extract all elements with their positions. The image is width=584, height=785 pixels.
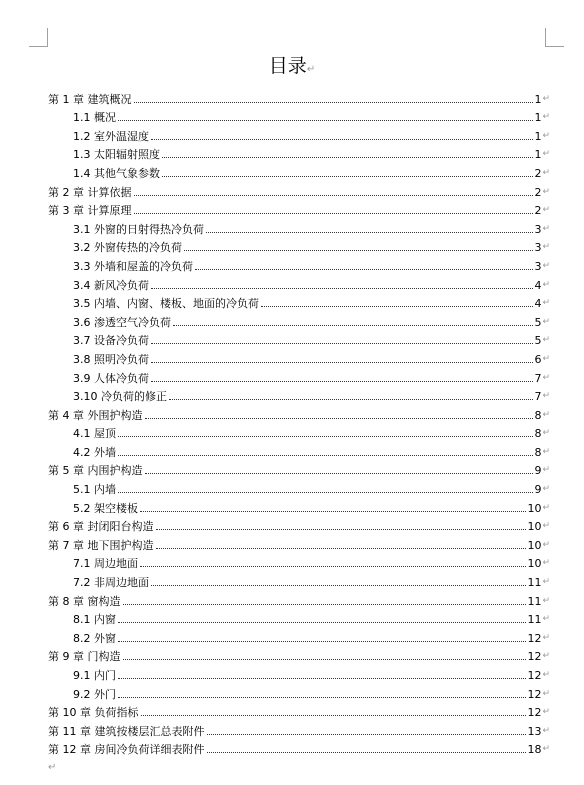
toc-entry-label: 1.1 概况 [73,111,116,125]
toc-entry-label: 1.3 太阳辐射照度 [73,148,160,162]
crop-mark-top-left [29,28,48,47]
toc-entry-page: 5 [534,334,542,348]
toc-entry[interactable] [48,738,550,757]
toc-entry-page: 5 [534,315,542,329]
toc-entry-label: 4.2 外墙 [73,445,116,459]
toc-entry[interactable] [48,366,550,385]
toc-entry-label: 第 4 章 外围护构造 [48,408,143,422]
toc-dot-leader [118,492,533,493]
toc-dot-leader [184,250,533,251]
paragraph-mark-icon: ↵ [542,112,550,123]
toc-entry-page: 2 [534,166,542,180]
toc-entry-label: 3.1 外窗的日射得热冷负荷 [73,222,204,236]
paragraph-mark-icon: ↵ [542,316,550,327]
paragraph-mark-icon: ↵ [542,93,550,104]
paragraph-mark-icon: ↵ [542,688,550,699]
toc-dot-leader [207,752,527,753]
toc-dot-leader [134,195,534,196]
toc-entry-label: 7.2 非周边地面 [73,576,149,590]
toc-entry[interactable] [48,329,550,348]
toc-entry-page: 11 [527,613,542,627]
paragraph-mark-icon: ↵ [542,391,550,402]
toc-title [0,54,584,82]
toc-entry-label: 第 5 章 内围护构造 [48,464,143,478]
toc-entry[interactable] [48,292,550,311]
toc-entry[interactable] [48,422,550,441]
toc-entry[interactable] [48,180,550,199]
toc-dot-leader [162,176,533,177]
toc-entry-label: 1.2 室外温湿度 [73,129,149,143]
toc-entry-label: 第 8 章 窗构造 [48,594,121,608]
toc-dot-leader [118,120,533,121]
toc-dot-leader [118,455,533,456]
toc-entry-label: 第 7 章 地下围护构造 [48,538,154,552]
toc-entry-page: 7 [534,371,542,385]
toc-entry-label: 3.3 外墙和屋盖的冷负荷 [73,259,193,273]
paragraph-mark-icon: ↵ [542,558,550,569]
toc-entry-label: 3.10 冷负荷的修正 [73,390,167,404]
toc-entry-label: 8.1 内窗 [73,613,116,627]
toc-entry-page: 3 [534,259,542,273]
paragraph-mark-icon: ↵ [542,428,550,439]
toc-entry-page: 1 [534,92,542,106]
toc-entry-page: 8 [534,427,542,441]
toc-entry-label: 3.8 照明冷负荷 [73,352,149,366]
toc-entry[interactable] [48,515,550,534]
toc-entry-label: 1.4 其他气象参数 [73,166,160,180]
toc-dot-leader [118,678,526,679]
toc-entry[interactable] [48,608,550,627]
toc-dot-leader [140,566,526,567]
paragraph-mark-icon: ↵ [542,744,550,755]
paragraph-mark-icon: ↵ [542,205,550,216]
toc-entry-label: 3.7 设备冷负荷 [73,334,149,348]
toc-dot-leader [151,381,533,382]
paragraph-mark-icon: ↵ [542,707,550,718]
toc-entry-label: 8.2 外窗 [73,631,116,645]
paragraph-mark-icon: ↵ [542,335,550,346]
toc-dot-leader [118,436,533,437]
toc-entry-page: 10 [527,520,542,534]
toc-entry[interactable] [48,124,550,143]
toc-entry-page: 3 [534,222,542,236]
toc-entry[interactable] [48,477,550,496]
toc-entry-page: 4 [534,278,542,292]
toc-entry-label: 第 3 章 计算原理 [48,204,132,218]
paragraph-mark-icon: ↵ [542,279,550,290]
paragraph-mark-icon: ↵ [542,298,550,309]
toc-entry[interactable] [48,236,550,255]
toc-entry[interactable] [48,701,550,720]
toc-entry-label: 5.2 架空楼板 [73,501,138,515]
paragraph-mark-icon: ↵ [542,242,550,253]
toc-entry[interactable] [48,626,550,645]
toc-dot-leader [118,641,526,642]
paragraph-mark-icon: ↵ [48,762,57,773]
toc-entry-page: 10 [527,538,542,552]
toc-dot-leader [134,213,534,214]
paragraph-mark-icon: ↵ [542,446,550,457]
toc-entry-page: 7 [534,390,542,404]
toc-entry-page: 10 [527,557,542,571]
toc-entry-page: 8 [534,445,542,459]
toc-dot-leader [173,325,533,326]
toc-entry-label: 5.1 内墙 [73,483,116,497]
toc-entry[interactable] [48,217,550,236]
paragraph-mark-icon: ↵ [542,465,550,476]
toc-entry[interactable] [48,645,550,664]
toc-entry[interactable] [48,385,550,404]
toc-dot-leader [261,306,533,307]
toc-entry-label: 9.1 内门 [73,669,116,682]
toc-entry[interactable] [48,719,550,738]
toc-dot-leader [151,343,533,344]
toc-entry-page: 8 [534,408,542,422]
toc-entry-label: 第 9 章 门构造 [48,650,121,664]
toc-entry[interactable] [48,533,550,552]
toc-dot-leader [118,697,526,698]
paragraph-mark-icon: ↵ [542,502,550,513]
toc-entry[interactable] [48,199,550,218]
toc-entry[interactable] [48,459,550,478]
toc-entry-page: 1 [534,129,542,143]
paragraph-mark-icon: ↵ [542,130,550,141]
toc-dot-leader [134,102,534,103]
toc-entry[interactable] [48,403,550,422]
toc-entry-label: 3.6 渗透空气冷负荷 [73,315,171,329]
toc-entry-page: 12 [527,687,542,701]
toc-entry-label: 第 10 章 负荷指标 [48,706,139,720]
toc-entry-page: 9 [534,483,542,497]
toc-entry[interactable] [48,161,550,180]
paragraph-mark-icon: ↵ [542,670,550,680]
toc-dot-leader [156,529,527,530]
toc-dot-leader [207,734,527,735]
paragraph-mark-icon: ↵ [306,64,316,75]
toc-entry[interactable] [48,273,550,292]
toc-entry[interactable] [48,682,550,701]
crop-mark-top-right [545,28,564,47]
toc-entry-page: 1 [534,111,542,125]
toc-dot-leader [145,418,534,419]
toc-dot-leader [141,715,527,716]
paragraph-mark-icon: ↵ [542,539,550,550]
paragraph-mark-icon: ↵ [542,149,550,160]
toc-entry-label: 3.9 人体冷负荷 [73,371,149,385]
toc-entry-label: 第 6 章 封闭阳台构造 [48,520,154,534]
toc-entry-label: 7.1 周边地面 [73,557,138,571]
toc-entry-label: 4.1 屋顶 [73,427,116,441]
paragraph-mark-icon: ↵ [542,372,550,383]
toc-dot-leader [156,548,527,549]
paragraph-mark-icon: ↵ [542,484,550,495]
toc-entry[interactable] [48,87,550,106]
toc-entry-page: 12 [527,650,542,664]
toc-entry-page: 11 [527,576,542,590]
toc-entry-page: 3 [534,241,542,255]
toc-entry[interactable] [48,440,550,459]
toc-entry-page: 12 [527,631,542,645]
toc-entry-label: 第 1 章 建筑概况 [48,92,132,106]
toc-dot-leader [162,157,533,158]
toc-dot-leader [206,232,533,233]
paragraph-mark-icon: ↵ [542,577,550,588]
toc-dot-leader [118,622,526,623]
toc-dot-leader [123,604,527,605]
paragraph-mark-icon: ↵ [542,260,550,271]
toc-entry[interactable] [48,310,550,329]
toc-title-text: 目录 [268,55,307,77]
toc-entry[interactable] [48,663,550,682]
toc-dot-leader [151,139,533,140]
toc-entry[interactable] [48,254,550,273]
toc-entry-label: 第 11 章 建筑按楼层汇总表附件 [48,724,205,738]
toc-entry-page: 1 [534,148,542,162]
toc-entry-label: 3.2 外窗传热的冷负荷 [73,241,182,255]
toc-entry-page: 12 [527,669,542,682]
paragraph-mark-icon: ↵ [542,186,550,197]
table-of-contents [48,87,550,756]
toc-entry-label: 3.4 新风冷负荷 [73,278,149,292]
toc-dot-leader [151,585,526,586]
toc-entry-page: 2 [534,185,542,199]
toc-entry[interactable] [48,589,550,608]
toc-dot-leader [151,362,533,363]
paragraph-mark-icon: ↵ [542,725,550,736]
paragraph-mark-icon: ↵ [542,521,550,532]
paragraph-mark-icon: ↵ [542,595,550,606]
toc-entry[interactable] [48,143,550,162]
toc-entry[interactable] [48,496,550,515]
paragraph-mark-icon: ↵ [542,167,550,178]
paragraph-mark-icon: ↵ [542,353,550,364]
toc-entry-page: 4 [534,297,542,311]
toc-entry[interactable] [48,570,550,589]
toc-entry-page: 13 [527,724,542,738]
toc-dot-leader [123,659,527,660]
toc-entry-page: 11 [527,594,542,608]
toc-dot-leader [169,399,533,400]
toc-dot-leader [145,473,534,474]
toc-entry-label: 9.2 外门 [73,687,116,701]
toc-entry-page: 9 [534,464,542,478]
toc-entry-page: 18 [527,743,542,757]
toc-entry-label: 第 12 章 房间冷负荷详细表附件 [48,743,205,757]
toc-entry[interactable] [48,106,550,125]
toc-entry-page: 2 [534,204,542,218]
paragraph-mark-icon: ↵ [542,632,550,643]
toc-dot-leader [140,511,526,512]
toc-entry-page: 6 [534,352,542,366]
paragraph-mark-icon: ↵ [542,651,550,662]
toc-entry-label: 3.5 内墙、内窗、楼板、地面的冷负荷 [73,297,259,311]
toc-entry-page: 10 [527,501,542,515]
toc-dot-leader [195,269,533,270]
paragraph-mark-icon: ↵ [542,409,550,420]
toc-entry-page: 12 [527,706,542,720]
toc-entry[interactable] [48,552,550,571]
paragraph-mark-icon: ↵ [542,614,550,625]
paragraph-mark-icon: ↵ [542,223,550,234]
toc-entry[interactable] [48,347,550,366]
toc-dot-leader [151,288,533,289]
toc-entry-label: 第 2 章 计算依据 [48,185,132,199]
